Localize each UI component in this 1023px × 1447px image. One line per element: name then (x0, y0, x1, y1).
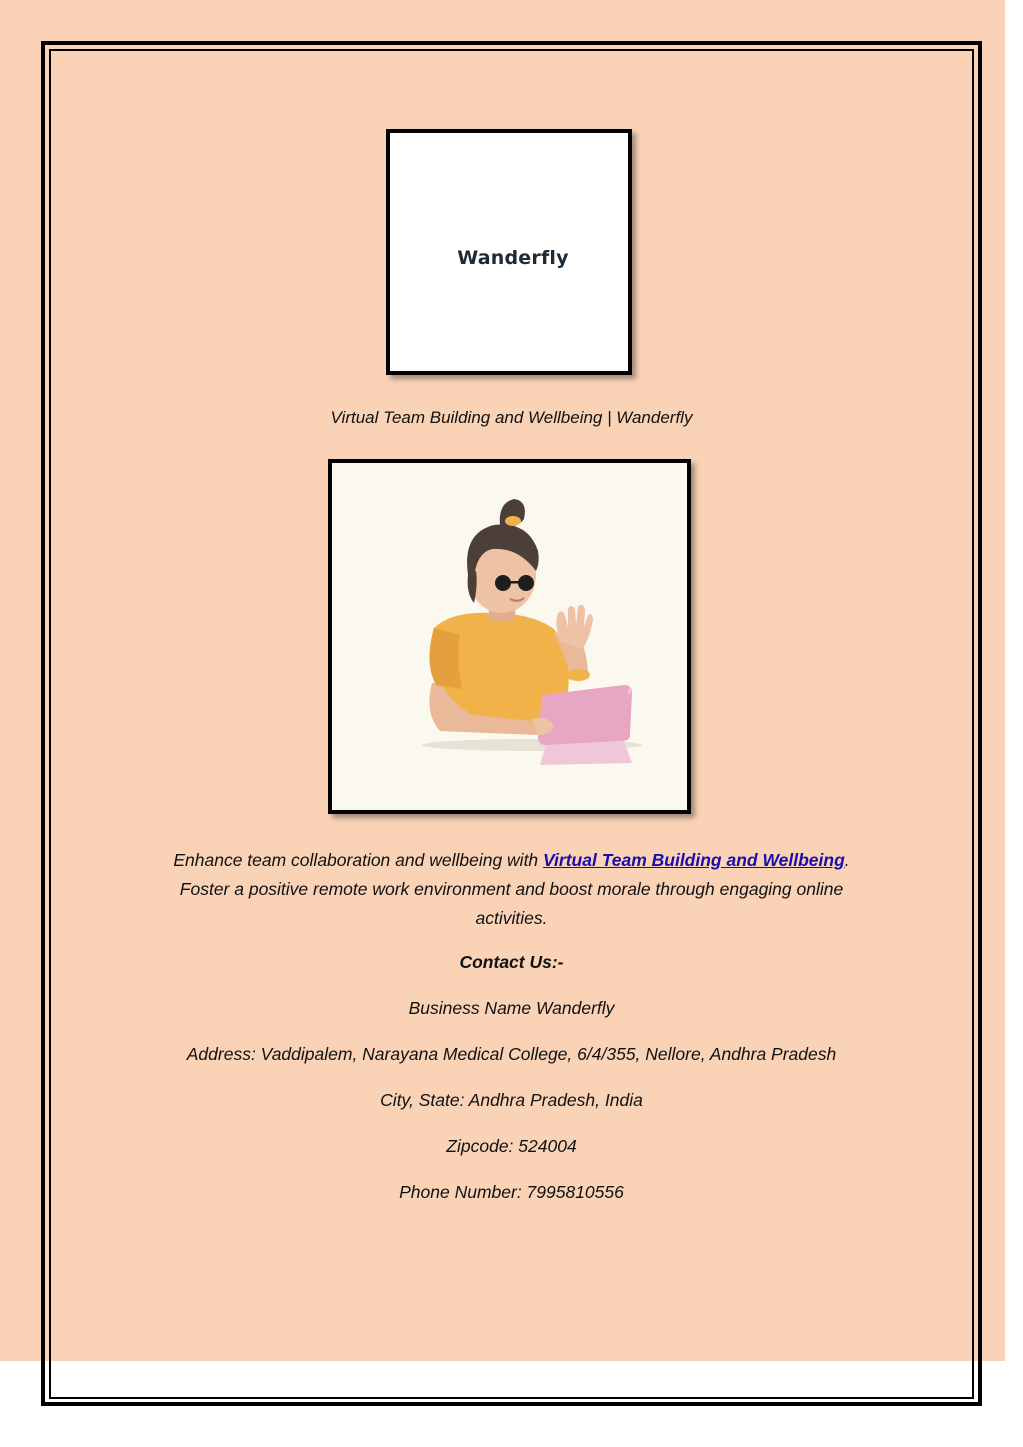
illustration-image (328, 459, 691, 814)
description-lead: Enhance team collaboration and wellbeing with (173, 850, 544, 870)
image-caption: Virtual Team Building and Wellbeing | Wanderfly (330, 408, 693, 427)
virtual-team-building-link[interactable]: Virtual Team Building and Wellbeing (543, 850, 845, 870)
description-line-2: Foster a positive remote work environment and boost morale through engaging online (179, 879, 844, 899)
zipcode: Zipcode: 524004 (446, 1136, 577, 1156)
description-after-link: . (844, 850, 850, 870)
person-waving-at-tablet-illustration (332, 463, 687, 810)
phone-number: Phone Number: 7995810556 (399, 1182, 624, 1202)
contact-heading: Contact Us:- (459, 952, 564, 972)
business-name: Business Name Wanderfly (408, 998, 615, 1018)
address: Address: Vaddipalem, Narayana Medical College, 6/4/355, Nellore, Andhra Pradesh (186, 1044, 837, 1064)
description-line-1 (0, 846, 1023, 875)
logo-image (386, 129, 632, 375)
city-state: City, State: Andhra Pradesh, India (380, 1090, 643, 1110)
description-line-3: activities. (475, 908, 548, 928)
description-paragraph (0, 846, 1023, 933)
logo-text: Wanderfly (457, 247, 569, 269)
